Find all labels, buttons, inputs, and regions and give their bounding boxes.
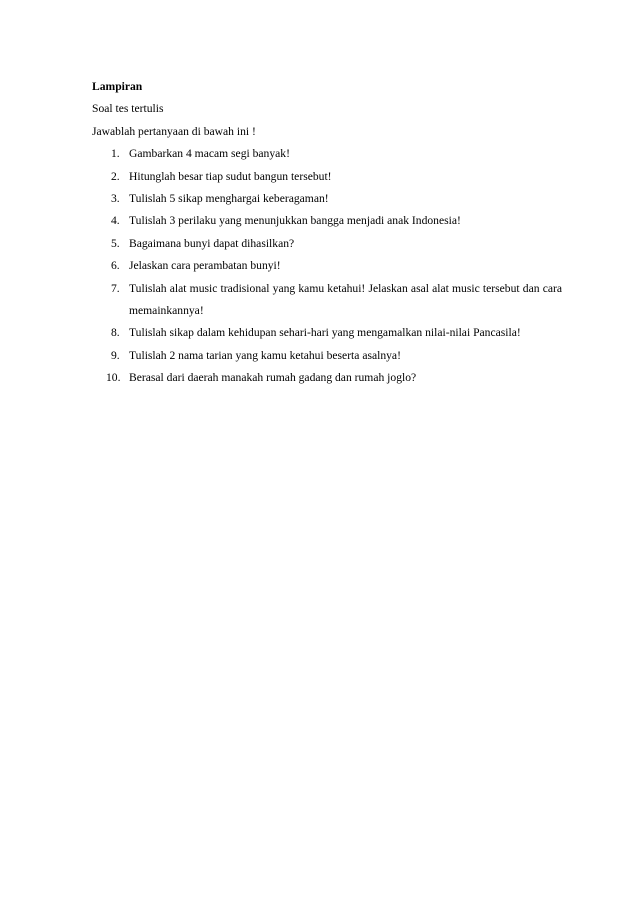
question-number: 5. xyxy=(111,236,120,250)
question-text: Hitunglah besar tiap sudut bangun tersebut! xyxy=(129,169,332,183)
question-number: 4. xyxy=(111,214,120,228)
question-text: Tulislah 5 sikap menghargai keberagaman! xyxy=(129,191,329,205)
question-text: Jelaskan cara perambatan bunyi! xyxy=(129,259,281,273)
question-item xyxy=(92,322,562,344)
question-item xyxy=(92,188,562,210)
question-number: 2. xyxy=(111,169,120,183)
question-item xyxy=(92,210,562,232)
question-number: 8. xyxy=(111,326,120,340)
document-heading: Lampiran xyxy=(92,80,143,93)
question-item xyxy=(92,255,562,277)
document-subheading: Soal tes tertulis xyxy=(92,102,164,116)
question-list xyxy=(92,143,562,389)
question-text: Gambarkan 4 macam segi banyak! xyxy=(129,147,290,161)
question-number: 3. xyxy=(111,191,120,205)
question-item xyxy=(92,233,562,255)
question-item xyxy=(92,278,562,323)
question-number: 6. xyxy=(111,259,120,273)
document-instruction: Jawablah pertanyaan di bawah ini ! xyxy=(92,124,256,138)
question-text: Tulislah sikap dalam kehidupan sehari-hari yang mengamalkan nilai-nilai Pancasila! xyxy=(129,326,521,340)
question-item xyxy=(92,367,562,389)
question-item xyxy=(92,166,562,188)
question-text: Bagaimana bunyi dapat dihasilkan? xyxy=(129,236,295,250)
question-text: Tulislah alat music tradisional yang kamu ketahui! Jelaskan asal alat music tersebut dan cara memainkannya! xyxy=(129,281,562,318)
question-number: 7. xyxy=(111,281,120,295)
document-body xyxy=(92,76,562,390)
question-text: Tulislah 2 nama tarian yang kamu ketahui beserta asalnya! xyxy=(129,348,401,362)
question-text: Tulislah 3 perilaku yang menunjukkan bangga menjadi anak Indonesia! xyxy=(129,214,461,228)
question-number: 10. xyxy=(106,371,121,385)
question-item xyxy=(92,143,562,165)
question-number: 9. xyxy=(111,348,120,362)
question-number: 1. xyxy=(111,147,120,161)
question-item xyxy=(92,345,562,367)
question-text: Berasal dari daerah manakah rumah gadang dan rumah joglo? xyxy=(129,371,417,385)
